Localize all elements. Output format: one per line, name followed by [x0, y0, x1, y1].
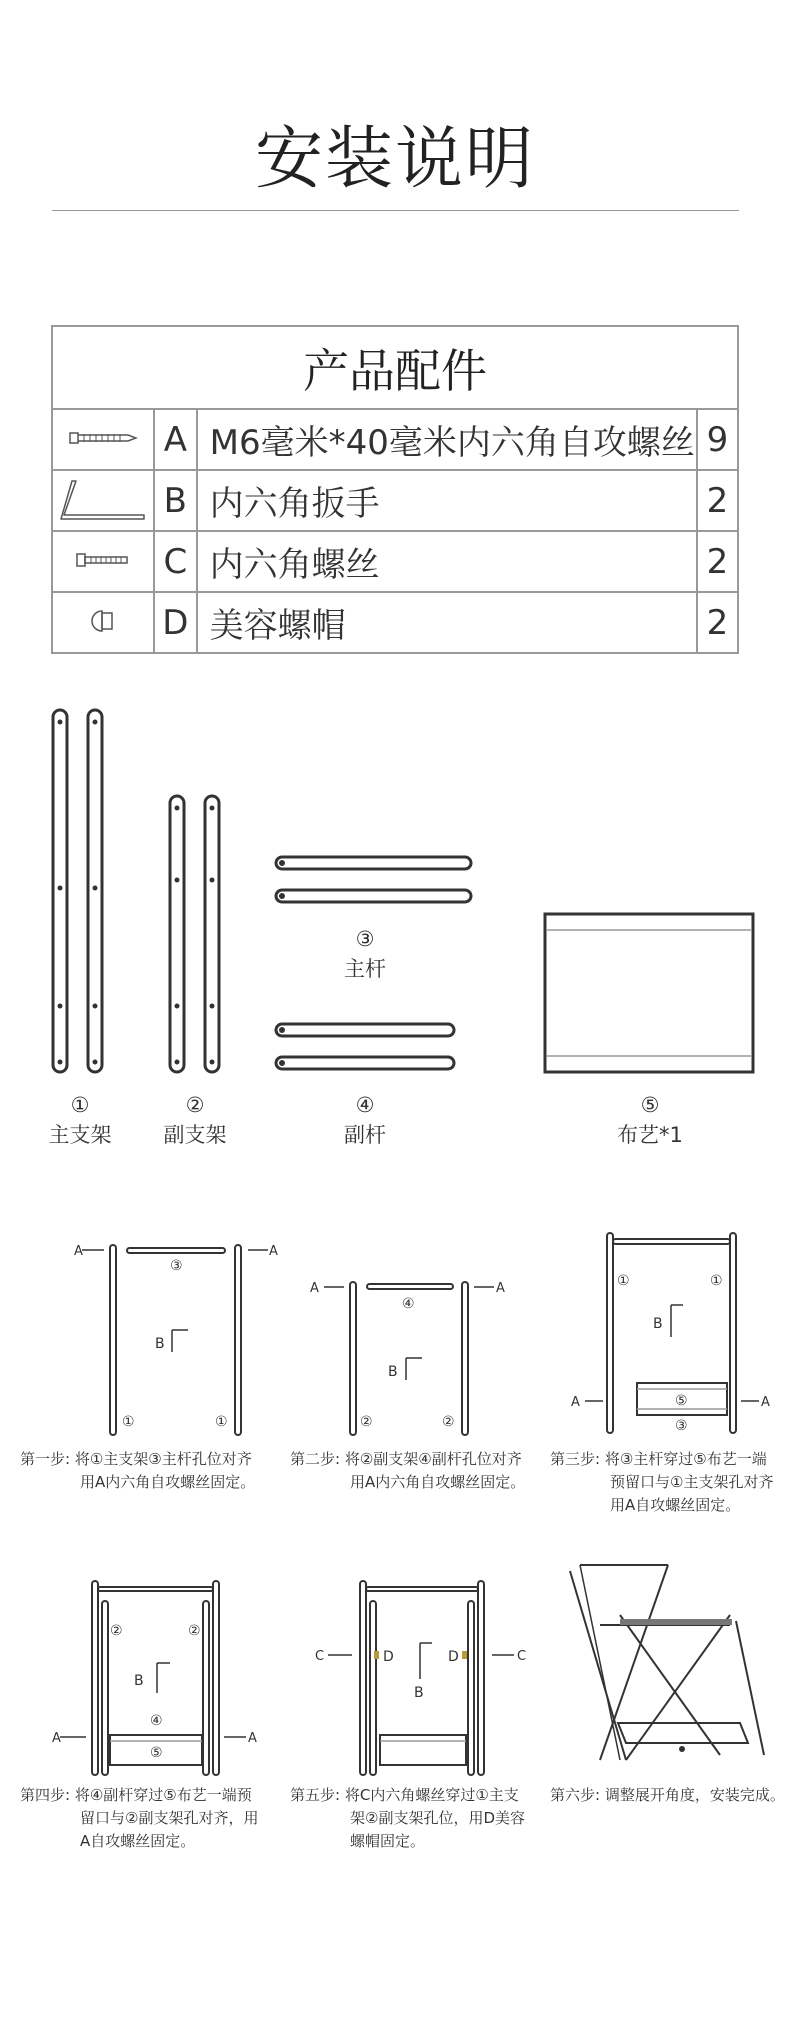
screw-label-a: A [269, 1244, 278, 1259]
hex-key-label: B [653, 1316, 663, 1332]
part-name: M6毫米*40毫米内六角自攻螺丝 [197, 409, 697, 470]
part-name: 美容螺帽 [197, 592, 697, 653]
step-text: 将③主杆穿过⑤布艺一端 [604, 1450, 767, 1468]
step-text: 将④副杆穿过⑤布艺一端预 [74, 1786, 252, 1804]
screw-label-a: A [496, 1281, 505, 1296]
step1-caption [20, 1448, 255, 1494]
main-frame-number: ① [617, 1273, 630, 1289]
step4-diagram [50, 1575, 280, 1780]
cap-nut-label: D [448, 1649, 459, 1665]
step-text: 架②副支架孔位，用D美容 [350, 1809, 525, 1827]
sub-frame-number: ② [442, 1414, 455, 1430]
main-rod-number: ③ [675, 1418, 688, 1434]
fabric-number: ⑤ [675, 1393, 688, 1409]
hex-key-label: B [388, 1364, 398, 1380]
part-quantity: 2 [697, 592, 738, 653]
step-text: A自攻螺丝固定。 [80, 1832, 196, 1850]
step6-caption [550, 1784, 785, 1807]
part-quantity: 2 [697, 470, 738, 531]
table-row [52, 470, 738, 531]
hex-key-label: B [414, 1685, 424, 1701]
hex-key-icon [58, 477, 148, 521]
screw-label-a: A [52, 1731, 61, 1746]
fabric-number: ⑤ [150, 1745, 163, 1761]
table-row [52, 592, 738, 653]
main-frame-number: ① [122, 1414, 135, 1430]
step-label: 第三步: [550, 1450, 601, 1468]
table-row [52, 531, 738, 592]
part-quantity: 2 [697, 531, 738, 592]
title-divider [52, 210, 739, 211]
table-row [52, 409, 738, 470]
sub-frame-number: ② [188, 1623, 201, 1639]
part-letter: C [154, 531, 197, 592]
screw-label-c: C [517, 1649, 527, 1664]
step-text: 用A内六角自攻螺丝固定。 [80, 1473, 256, 1491]
part-name: 内六角扳手 [197, 470, 697, 531]
screw-label-a: A [248, 1731, 257, 1746]
main-frame-number: ① [710, 1273, 723, 1289]
step-text: 调整展开角度，安装完成。 [604, 1786, 785, 1804]
part-letter: D [154, 592, 197, 653]
main-frame-label: ① 主支架 [48, 1093, 112, 1147]
part-letter: A [154, 409, 197, 470]
self-tapping-screw-icon [68, 428, 138, 448]
sub-frame-label: ② 副支架 [163, 1093, 227, 1147]
step2-diagram [310, 1240, 530, 1440]
step-text: 预留口与①主支架孔对齐 [610, 1473, 774, 1491]
step5-caption [290, 1784, 525, 1853]
step1-diagram [70, 1240, 290, 1440]
step2-caption [290, 1448, 525, 1494]
hex-key-label: B [134, 1673, 144, 1689]
sub-frame-number: ② [110, 1623, 123, 1639]
main-rod-number: ③ [170, 1258, 183, 1274]
step-label: 第二步: [290, 1450, 341, 1468]
page-title: 安装说明 [254, 120, 535, 199]
step-text: 用A内六角自攻螺丝固定。 [350, 1473, 526, 1491]
screw-label-c: C [315, 1649, 325, 1664]
step3-caption [550, 1448, 773, 1517]
step-label: 第五步: [290, 1786, 341, 1804]
sub-rod-number: ④ [402, 1296, 415, 1312]
sub-rod-number: ④ [150, 1713, 163, 1729]
main-rod-label: ③ 主杆 [344, 927, 386, 981]
part-quantity: 9 [697, 409, 738, 470]
step5-diagram [308, 1575, 538, 1780]
screw-label-a: A [310, 1281, 319, 1296]
sub-rod-label: ④ 副杆 [344, 1093, 386, 1147]
screw-label-a: A [761, 1395, 770, 1410]
step-label: 第一步: [20, 1450, 71, 1468]
step-text: 留口与②副支架孔对齐，用 [80, 1809, 259, 1827]
step3-diagram [555, 1225, 775, 1440]
step-text: 螺帽固定。 [350, 1832, 426, 1850]
part-letter: B [154, 470, 197, 531]
step-text: 将①主支架③主杆孔位对齐 [74, 1450, 252, 1468]
step-label: 第四步: [20, 1786, 71, 1804]
step4-caption [20, 1784, 258, 1853]
step-label: 第六步: [550, 1786, 601, 1804]
step6-diagram [560, 1555, 770, 1770]
parts-table [51, 325, 739, 654]
cap-nut-icon [88, 608, 118, 634]
step-text: 将C内六角螺丝穿过①主支 [344, 1786, 519, 1804]
step-text: 用A自攻螺丝固定。 [610, 1496, 741, 1514]
step-text: 将②副支架④副杆孔位对齐 [344, 1450, 522, 1468]
parts-table-heading: 产品配件 [52, 326, 738, 409]
part-name: 内六角螺丝 [197, 531, 697, 592]
hex-screw-icon [75, 550, 131, 570]
sub-frame-number: ② [360, 1414, 373, 1430]
cap-nut-label: D [383, 1649, 394, 1665]
hex-key-label: B [155, 1336, 165, 1352]
screw-label-a: A [571, 1395, 580, 1410]
fabric-label: ⑤ 布艺*1 [617, 1093, 683, 1147]
screw-label-a: A [74, 1244, 83, 1259]
main-frame-number: ① [215, 1414, 228, 1430]
